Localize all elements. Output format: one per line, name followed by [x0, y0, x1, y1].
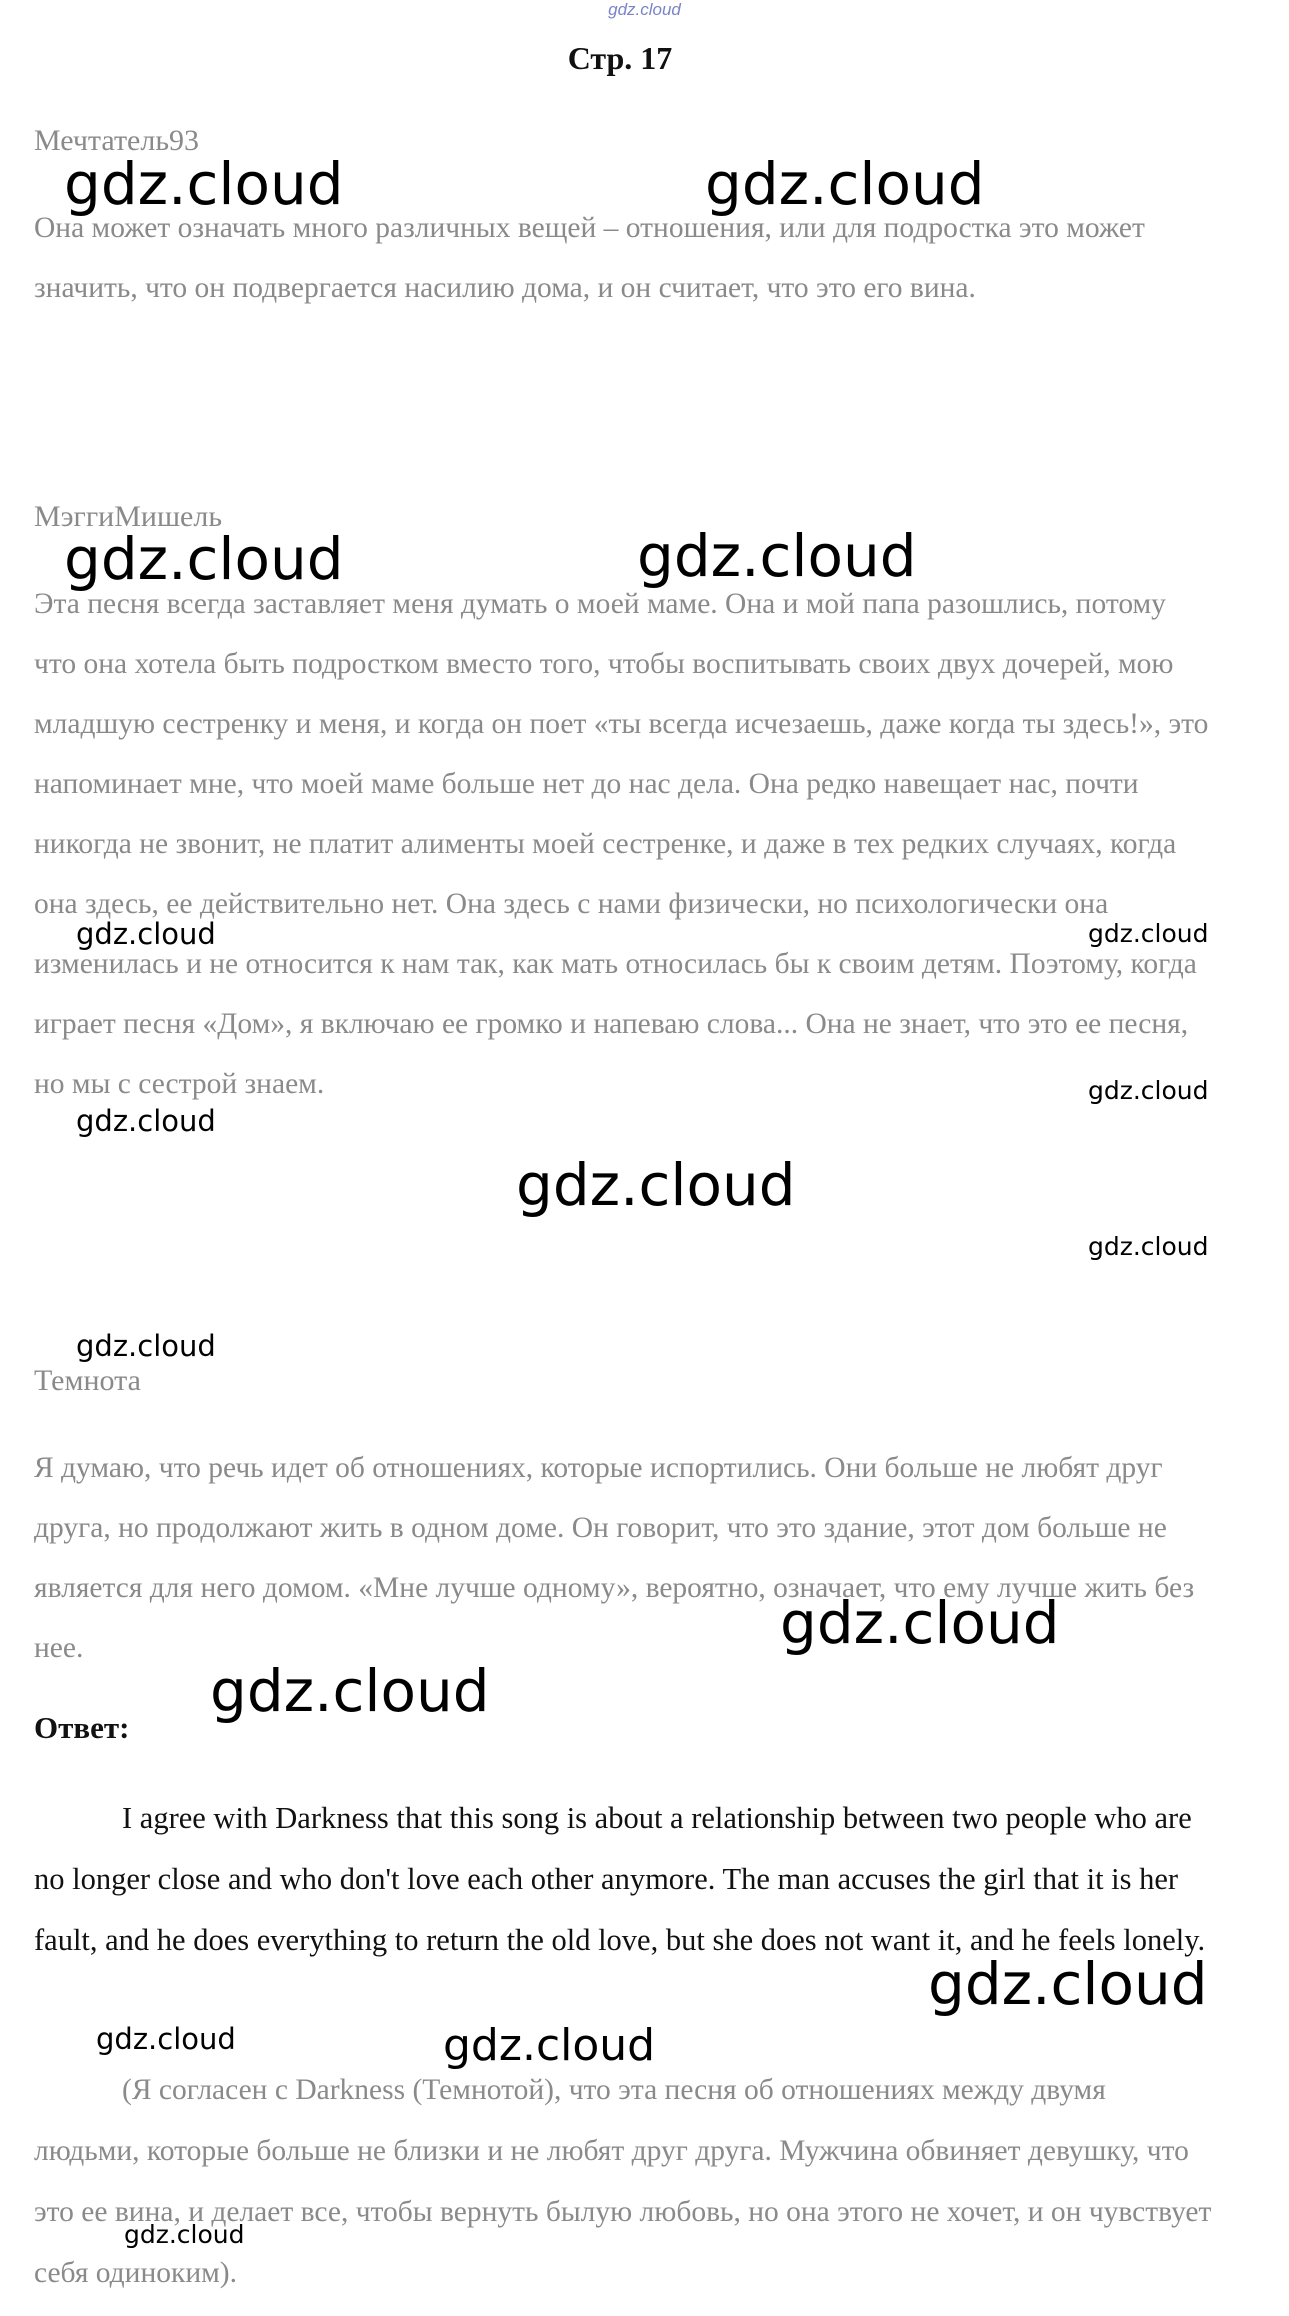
- watermark: gdz.cloud: [637, 522, 917, 590]
- watermark: gdz.cloud: [705, 150, 985, 218]
- comment-text: Эта песня всегда заставляет меня думать о моей маме. Она и мой папа разошлись, потому что она хотела быть подростком вместо того, чтобы воспитывать своих двух дочерей, мою младшую сестренку и меня, и когда он поет «ты всегда исчезаешь, даже когда ты здесь!», это напоминает мне, что моей маме больше нет до нас дела. Она редко навещает нас, почти никогда не звонит, не платит алименты моей сестренке, и даже в тех редких случаях, когда она здесь, ее действительно нет. Она здесь с нами физически, но психологически она изменилась и не относится к нам так, как мать относилась бы к своим детям. Поэтому, когда играет песня «Дом», я включаю ее громко и напеваю слова... Она не знает, что это ее песня, но мы с сестрой знаем.: [34, 588, 1209, 1100]
- watermark: gdz.cloud: [76, 1329, 216, 1363]
- watermark: gdz.cloud: [96, 2022, 236, 2056]
- answer-label: Ответ:: [34, 1710, 130, 1745]
- page-title: Стр. 17: [567, 40, 673, 76]
- comment-text: Я думаю, что речь идет об отношениях, которые испортились. Они больше не любят друг друга, но продолжают жить в одном доме. Он говорит, что это здание, этот дом больше не является для него домом. «Мне лучше одному», вероятно, означает, что ему лучше жить без нее.: [34, 1452, 1195, 1664]
- watermark: gdz.cloud: [76, 1104, 216, 1138]
- watermark: gdz.cloud: [1088, 1232, 1209, 1261]
- watermark: gdz.cloud: [210, 1657, 490, 1725]
- watermark: gdz.cloud: [1088, 919, 1209, 948]
- watermark: gdz.cloud: [443, 2020, 656, 2071]
- watermark: gdz.cloud: [64, 150, 344, 218]
- watermark: gdz.cloud: [64, 525, 344, 593]
- watermark: gdz.cloud: [928, 1950, 1208, 2018]
- watermark: gdz.cloud: [124, 2220, 245, 2249]
- answer-russian-translation: (Я согласен с Darkness (Темнотой), что эта песня об отношениях между двумя людьми, которые больше не близки и не любят друг друга. Мужчина обвиняет девушку, что это ее вина, и делает все, чтобы вернуть былую любовь, но она этого не хочет, и он чувствует себя одиноким).: [34, 2074, 1212, 2289]
- comment-author: Мечтатель93: [34, 124, 200, 157]
- answer-english: I agree with Darkness that this song is about a relationship between two people who are no longer close and who don't love each other anymore. The man accuses the girl that it is her fault, and he does everything to return the old love, but she does not want it, and he feels lonely.: [34, 1801, 1206, 1957]
- comment-author: Темнота: [34, 1364, 141, 1397]
- watermark: gdz.cloud: [1088, 1076, 1209, 1105]
- watermark: gdz.cloud: [780, 1589, 1060, 1657]
- comment-author: МэггиМишель: [34, 500, 223, 533]
- watermark: gdz.cloud: [516, 1151, 796, 1219]
- watermark: gdz.cloud: [76, 917, 216, 951]
- comment-text: Она может означать много различных вещей – отношения, или для подростка это может значить, что он подвергается насилию дома, и он считает, что это его вина.: [34, 212, 1145, 304]
- top-watermark: gdz.cloud: [608, 0, 681, 19]
